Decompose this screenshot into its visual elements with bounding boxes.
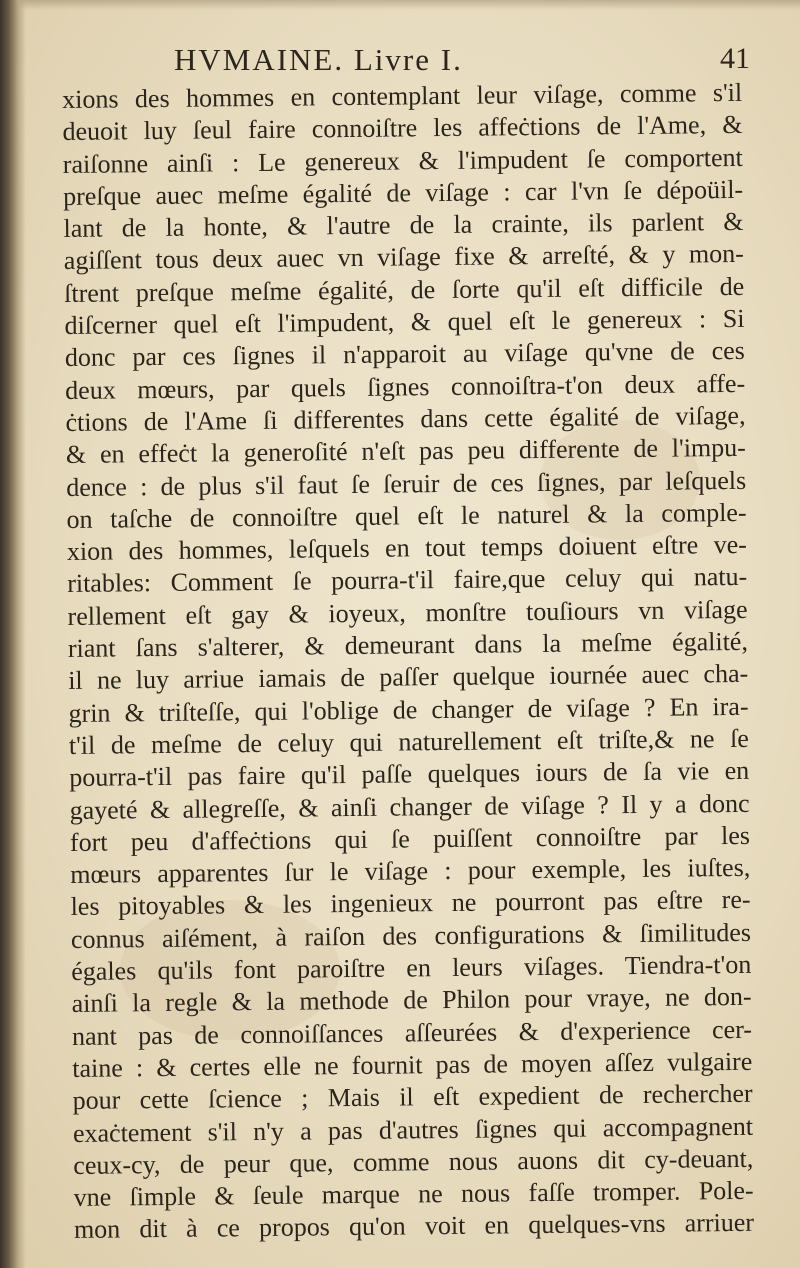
text-line: taine : & certes elle ne fournit pas de moyen aſſez vulgaire (72, 1046, 753, 1083)
page-gutter-shadow (0, 0, 26, 1268)
text-line: agiſſent tous deux auec vn viſage fixe & arreſté, & y mon- (63, 239, 744, 276)
text-line: raiſonne ainſi : Le genereux & l'impudent ſe comportent (62, 142, 743, 179)
text-line: exaċtement s'il n'y a pas d'autres ſignes qui accompagnent (72, 1111, 754, 1148)
text-line: connus aiſément, à raiſon des configurations & ſimilitudes (70, 917, 752, 954)
text-line: preſque auec meſme égalité de viſage : car l'vn ſe dépoüil- (63, 174, 744, 211)
text-line: égales qu'ils font paroiſtre en leurs viſages. Tiendra-t'on (71, 949, 752, 986)
text-line: riant ſans s'alterer, & demeurant dans la meſme égalité, (67, 626, 749, 664)
text-line: ċtions de l'Ame ſi differentes dans cette égalité de viſage, (65, 400, 746, 437)
text-line: vne ſimple & ſeule marque ne nous faſſe tromper. Pole- (73, 1175, 754, 1213)
text-line: on taſche de connoiſtre quel eſt le naturel & la comple- (66, 497, 747, 534)
text-line: rellement eſt gay & ioyeux, monſtre touſiours vn viſage (67, 594, 748, 631)
text-line: deuoit luy ſeul faire connoiſtre les affeċtions de l'Ame, & (62, 110, 743, 147)
text-line: nant pas de connoiſſances aſſeurées & d'experience cer- (71, 1014, 753, 1051)
text-line: & en effeċt la generoſité n'eſt pas peu differente de l'impu- (65, 433, 746, 470)
text-line: t'il de meſme de celuy qui naturellement eſt triſte,& ne ſe (68, 723, 750, 760)
text-line: ceux-cy, de peur que, comme nous auons dit cy-deuant, (73, 1143, 754, 1180)
text-line: diſcerner quel eſt l'impudent, & quel eſt le genereux : Si (64, 303, 745, 341)
page-number: 41 (720, 42, 750, 75)
text-line: pour cette ſcience ; Mais il eſt expedient de rechercher (72, 1079, 753, 1116)
text-line: fort peu d'affeċtions qui ſe puiſſent connoiſtre par les (69, 820, 751, 857)
text-line: ritables: Comment ſe pourra-t'il faire,que celuy qui natu- (67, 562, 748, 599)
text-line: xions des hommes en contemplant leur viſage, comme s'il (62, 77, 743, 114)
body-text (62, 77, 754, 1244)
text-line: deux mœurs, par quels ſignes connoiſtra-t'on deux affe- (65, 368, 746, 405)
text-line: donc par ces ſignes il n'apparoit au viſage qu'vne de ces (64, 336, 745, 373)
text-line: mœurs apparentes ſur le viſage : pour exemple, les iuſtes, (70, 852, 751, 890)
text-line: les pitoyables & les ingenieux ne pourront pas eſtre re- (70, 885, 751, 922)
text-line: ainſi la regle & la methode de Philon pour vraye, ne don- (71, 982, 752, 1019)
text-line: gayeté & allegreſſe, & ainſi changer de viſage ? Il y a donc (69, 788, 750, 825)
text-line: pourra-t'il pas faire qu'il paſſe quelques iours de ſa vie en (69, 756, 750, 793)
text-line: grin & triſteſſe, qui l'oblige de changer de viſage ? En ira- (68, 691, 749, 728)
text-line: il ne luy arriue iamais de paſſer quelque iournée auec cha- (68, 659, 749, 696)
text-line: mon dit à ce propos qu'on voit en quelques-vns arriuer (73, 1208, 755, 1245)
text-line: ſtrent preſque meſme égalité, de ſorte qu'il eſt difficile de (64, 271, 745, 308)
running-title: HVMAINE. Livre I. (174, 42, 463, 77)
page-top-edge (0, 0, 800, 10)
text-line: lant de la honte, & l'autre de la crainte, ils parlent & (63, 207, 744, 244)
text-line: dence : de plus s'il faut ſe ſeruir de ces ſignes, par leſquels (66, 465, 747, 502)
text-line: xion des hommes, leſquels en tout temps doiuent eſtre ve- (66, 530, 748, 567)
